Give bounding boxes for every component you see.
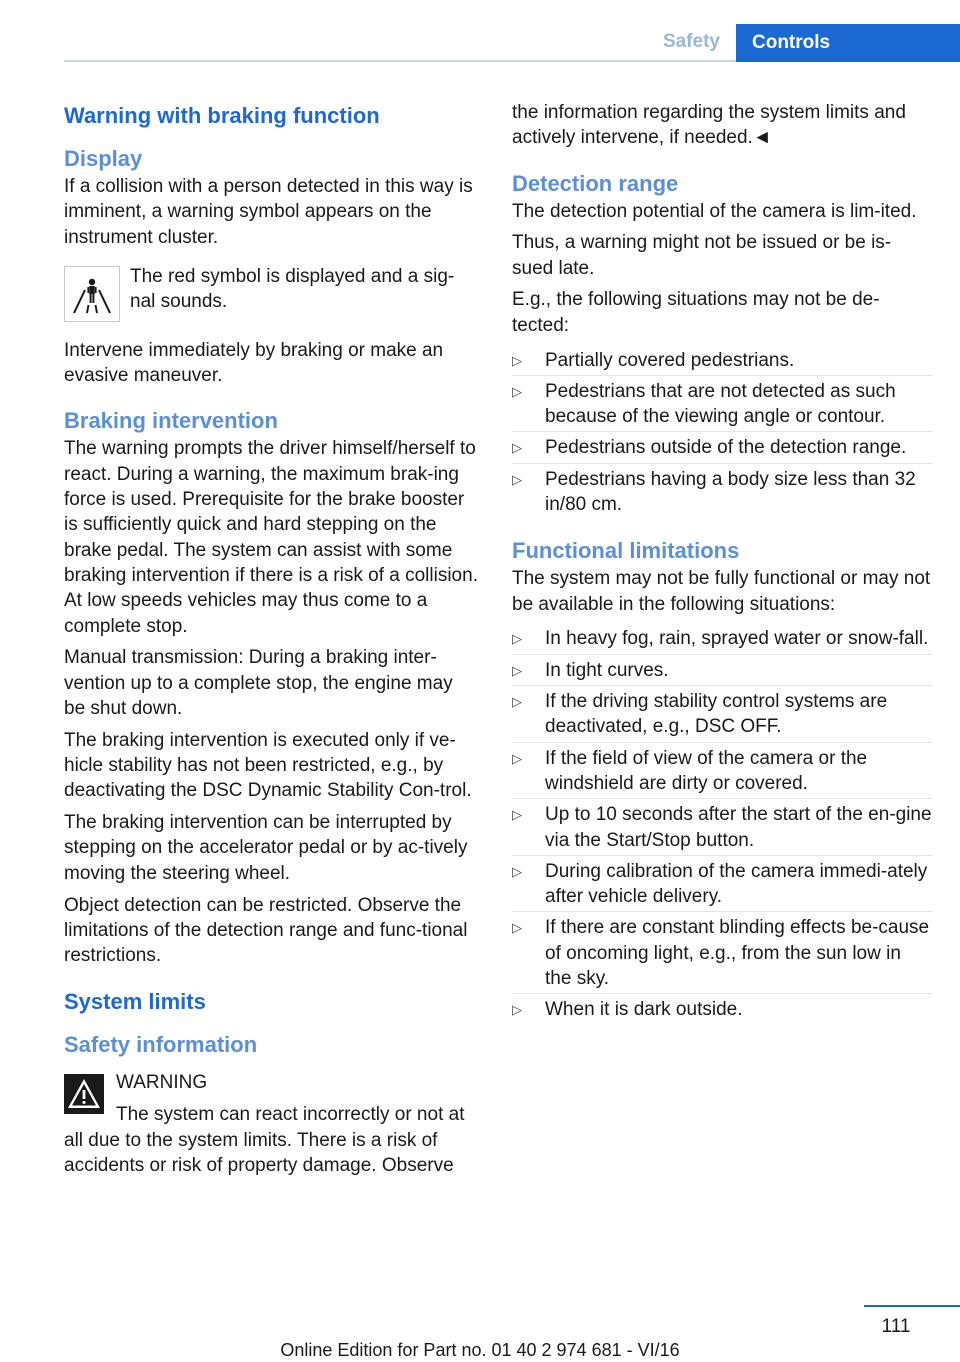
bullet-marker: ▷ [512,631,522,647]
braking-paragraph-1: The warning prompts the driver himself/herself to react. During a warning, the maximum brak‐ing force is used. Prerequisite for the brake booster is sufficiently quick and hard stepping on the brake pedal. The system can assist with some braking intervention if there is a risk of a collision. At low speeds vehicles may thus come to a complete stop. [64,438,478,637]
braking-paragraph-5: Object detection can be restricted. Observe the limitations of the detection range and func‐tional restrictions. [64,894,468,967]
bullet-marker: ▷ [512,863,522,879]
detection-paragraph-2: Thus, a warning might not be issued or be is‐sued late. [512,232,892,279]
list-item: ▷ Up to 10 seconds after the start of the en‐gine via the Start/Stop button. [512,799,932,856]
list-item: ▷ In tight curves. [512,655,932,686]
heading-display: Display [64,146,143,171]
bullet-marker: ▷ [512,352,522,368]
heading-braking-intervention: Braking intervention [64,408,278,434]
bullet-marker: ▷ [512,1002,522,1018]
footer-rule [864,1305,960,1307]
page-header [64,24,960,62]
functional-paragraph-1: The system may not be fully functional or may not be available in the following situations: [512,568,931,615]
footer-edition: Online Edition for Part no. 01 40 2 974 681 - VI/16 [280,1340,680,1360]
functional-list [512,623,932,1025]
pedestrian-warning-icon [64,266,120,322]
detection-paragraph-3: E.g., the following situations may not be de‐tected: [512,289,880,336]
list-item: ▷ Pedestrians that are not detected as such because of the viewing angle or contour. [512,376,932,433]
list-item: ▷ Pedestrians having a body size less than 32 in/80 cm. [512,468,916,516]
warning-triangle-icon [64,1074,104,1114]
display-paragraph-2: Intervene immediately by braking or make an evasive maneuver. [64,339,444,387]
warning-text-start: The system can react incorrectly or not at all due to the system limits. There is a risk of accidents or risk of property damage. Observe [64,1104,465,1176]
bullet-marker: ▷ [512,383,522,399]
header-chapter-label: Controls [736,24,960,62]
warning-text-end: the information regarding the system limits and actively intervene, if needed.◄ [512,102,906,149]
section-title-warning-braking: Warning with braking function [64,103,380,128]
detection-list [512,345,932,521]
list-item: ▷ Partially covered pedestrians. [512,345,932,376]
bullet-marker: ▷ [512,807,522,823]
heading-functional-limitations: Functional limitations [512,538,740,564]
list-item: ▷ If the field of view of the camera or the windshield are dirty or covered. [512,743,932,800]
braking-paragraph-4: The braking intervention can be interrupted by stepping on the accelerator pedal or by ac‐tively moving the steering wheel. [64,812,468,884]
bullet-marker: ▷ [512,920,522,936]
header-section-label: Safety [662,31,720,52]
heading-detection-range: Detection range [512,170,679,196]
list-item: ▷ In heavy fog, rain, sprayed water or snow‐fall. [512,623,932,654]
warning-block [64,1070,479,1178]
bullet-marker: ▷ [512,662,522,678]
right-column [512,100,932,1042]
list-item: ▷ If the driving stability control systems are deactivated, e.g., DSC OFF. [512,686,932,743]
left-column [64,100,479,1185]
bullet-marker: ▷ [512,471,522,487]
list-item: ▷ Pedestrians outside of the detection range. [512,432,932,463]
list-item: ▷ When it is dark outside. [512,994,932,1025]
warning-label: WARNING [116,1072,208,1094]
braking-paragraph-3: The braking intervention is executed only if ve‐hicle stability has not been restricted, e.g., by deactivating the DSC Dynamic Stability Con‐trol. [64,729,472,802]
symbol-description: The red symbol is displayed and a sig‐nal sounds. [130,265,455,313]
heading-safety-information: Safety information [64,1032,258,1058]
section-title-system-limits: System limits [64,989,206,1015]
bullet-marker: ▷ [512,694,522,710]
detection-paragraph-1: The detection potential of the camera is lim‐ited. [512,200,917,222]
display-paragraph-1: If a collision with a person detected in this way is imminent, a warning symbol appears on the instrument cluster. [64,176,473,248]
bullet-marker: ▷ [512,440,522,456]
list-item: ▷ If there are constant blinding effects be‐cause of oncoming light, e.g., from the sun low in the sky. [512,912,932,994]
braking-paragraph-2: Manual transmission: During a braking inter‐vention up to a complete stop, the engine may be shut down. [64,647,453,719]
list-item: ▷ During calibration of the camera immedi‐ately after vehicle delivery. [512,856,932,913]
bullet-marker: ▷ [512,750,522,766]
page-number: 111 [881,1316,911,1337]
symbol-row [64,264,479,322]
